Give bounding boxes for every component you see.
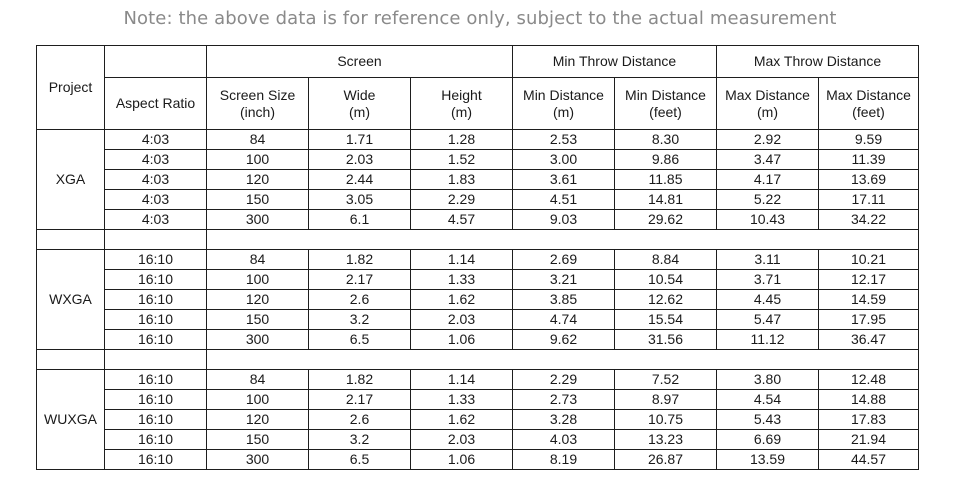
table-body	[37, 46, 919, 470]
min-distance-m-cell: 2.73	[513, 390, 615, 410]
screen-size-header-line2: (inch)	[239, 103, 275, 120]
table-row	[37, 190, 919, 210]
min-throw-header: Min Throw Distance	[513, 46, 717, 78]
wide-cell: 6.1	[309, 210, 411, 230]
aspect-ratio-cell: 16:10	[105, 290, 207, 310]
wide-cell: 3.2	[309, 310, 411, 330]
min-distance-ft-header-line2: (feet)	[649, 103, 682, 120]
reference-note: Note: the above data is for reference only, subject to the actual measurement	[123, 8, 837, 29]
table-row	[37, 370, 919, 390]
max-distance-ft-cell: 10.21	[819, 250, 919, 270]
max-distance-m-cell: 5.47	[717, 310, 819, 330]
min-distance-m-cell: 3.61	[513, 170, 615, 190]
screen-size-cell: 120	[207, 290, 309, 310]
spacer-row	[37, 350, 919, 370]
table-row	[37, 430, 919, 450]
table-row	[37, 450, 919, 470]
wide-cell: 6.5	[309, 330, 411, 350]
min-distance-ft-cell: 31.56	[615, 330, 717, 350]
min-distance-ft-cell: 8.84	[615, 250, 717, 270]
min-distance-m-cell: 3.21	[513, 270, 615, 290]
aspect-ratio-cell: 16:10	[105, 310, 207, 330]
max-distance-ft-header-line1: Max Distance	[826, 86, 911, 103]
screen-size-cell: 100	[207, 270, 309, 290]
height-header-line2: (m)	[451, 103, 472, 120]
height-cell: 1.14	[411, 370, 513, 390]
max-distance-ft-cell: 21.94	[819, 430, 919, 450]
min-distance-m-header-line1: Min Distance	[523, 86, 604, 103]
max-distance-m-cell: 2.92	[717, 130, 819, 150]
wide-cell: 3.05	[309, 190, 411, 210]
spacer-cell	[37, 230, 105, 250]
screen-size-header-line1: Screen Size	[219, 86, 296, 103]
wide-cell: 1.82	[309, 370, 411, 390]
max-distance-m-cell: 4.17	[717, 170, 819, 190]
height-cell: 1.52	[411, 150, 513, 170]
screen-size-cell: 100	[207, 150, 309, 170]
wide-cell: 2.6	[309, 290, 411, 310]
height-cell: 1.62	[411, 410, 513, 430]
spacer-cell	[207, 350, 919, 370]
max-distance-m-cell: 11.12	[717, 330, 819, 350]
wide-cell: 6.5	[309, 450, 411, 470]
height-header-line1: Height	[441, 86, 482, 103]
screen-header: Screen	[207, 46, 513, 78]
project-name: WUXGA	[37, 370, 105, 470]
table-row	[37, 390, 919, 410]
aspect-ratio-cell: 16:10	[105, 410, 207, 430]
min-distance-ft-cell: 26.87	[615, 450, 717, 470]
screen-size-cell: 84	[207, 370, 309, 390]
max-distance-m-cell: 3.71	[717, 270, 819, 290]
min-distance-m-cell: 9.03	[513, 210, 615, 230]
max-distance-ft-cell: 12.48	[819, 370, 919, 390]
height-cell: 4.57	[411, 210, 513, 230]
min-distance-m-cell: 4.03	[513, 430, 615, 450]
min-distance-m-cell: 4.51	[513, 190, 615, 210]
wide-cell: 2.44	[309, 170, 411, 190]
min-distance-m-cell: 3.85	[513, 290, 615, 310]
max-distance-m-header-line2: (m)	[757, 103, 778, 120]
table-row	[37, 310, 919, 330]
aspect-ratio-cell: 4:03	[105, 130, 207, 150]
table-row	[37, 150, 919, 170]
spacer-cell	[37, 350, 105, 370]
max-distance-m-header	[717, 78, 819, 130]
wide-cell: 2.17	[309, 390, 411, 410]
max-distance-m-cell: 13.59	[717, 450, 819, 470]
spacer-cell	[207, 230, 919, 250]
height-cell: 1.14	[411, 250, 513, 270]
max-distance-ft-cell: 17.83	[819, 410, 919, 430]
max-distance-ft-cell: 17.11	[819, 190, 919, 210]
min-distance-ft-cell: 29.62	[615, 210, 717, 230]
height-cell: 2.29	[411, 190, 513, 210]
aspect-ratio-cell: 4:03	[105, 190, 207, 210]
min-distance-ft-cell: 14.81	[615, 190, 717, 210]
height-cell: 1.33	[411, 270, 513, 290]
min-distance-ft-cell: 9.86	[615, 150, 717, 170]
min-distance-ft-cell: 10.54	[615, 270, 717, 290]
min-distance-ft-cell: 8.30	[615, 130, 717, 150]
height-cell: 1.83	[411, 170, 513, 190]
max-distance-m-cell: 4.54	[717, 390, 819, 410]
min-distance-m-cell: 8.19	[513, 450, 615, 470]
project-name: WXGA	[37, 250, 105, 350]
wide-header-line1: Wide	[343, 86, 376, 103]
max-distance-m-cell: 10.43	[717, 210, 819, 230]
min-distance-m-cell: 3.28	[513, 410, 615, 430]
height-cell: 1.06	[411, 330, 513, 350]
max-distance-m-cell: 3.80	[717, 370, 819, 390]
wide-cell: 2.17	[309, 270, 411, 290]
min-distance-m-header	[513, 78, 615, 130]
height-cell: 2.03	[411, 430, 513, 450]
screen-size-cell: 300	[207, 330, 309, 350]
table-row	[37, 130, 919, 150]
aspect-ratio-cell: 16:10	[105, 270, 207, 290]
wide-cell: 2.6	[309, 410, 411, 430]
aspect-ratio-cell: 16:10	[105, 450, 207, 470]
screen-size-header	[207, 78, 309, 130]
aspect-ratio-cell: 16:10	[105, 390, 207, 410]
min-distance-m-cell: 4.74	[513, 310, 615, 330]
screen-size-cell: 150	[207, 310, 309, 330]
min-distance-ft-cell: 11.85	[615, 170, 717, 190]
throw-distance-table	[36, 45, 919, 470]
height-cell: 2.03	[411, 310, 513, 330]
max-distance-ft-cell: 14.88	[819, 390, 919, 410]
max-distance-ft-cell: 11.39	[819, 150, 919, 170]
wide-cell: 1.71	[309, 130, 411, 150]
max-distance-ft-cell: 44.57	[819, 450, 919, 470]
wide-header-line2: (m)	[349, 103, 370, 120]
min-distance-m-cell: 9.62	[513, 330, 615, 350]
header-blank	[105, 46, 207, 78]
table-row	[37, 250, 919, 270]
aspect-ratio-cell: 4:03	[105, 210, 207, 230]
min-distance-m-cell: 3.00	[513, 150, 615, 170]
min-distance-ft-header	[615, 78, 717, 130]
min-distance-ft-cell: 8.97	[615, 390, 717, 410]
wide-header	[309, 78, 411, 130]
screen-size-cell: 100	[207, 390, 309, 410]
screen-size-cell: 84	[207, 250, 309, 270]
spacer-cell	[105, 230, 207, 250]
height-cell: 1.06	[411, 450, 513, 470]
screen-size-cell: 84	[207, 130, 309, 150]
aspect-ratio-header: Aspect Ratio	[105, 78, 207, 130]
min-distance-ft-cell: 12.62	[615, 290, 717, 310]
max-throw-header: Max Throw Distance	[717, 46, 919, 78]
max-distance-m-cell: 6.69	[717, 430, 819, 450]
height-cell: 1.33	[411, 390, 513, 410]
min-distance-ft-cell: 7.52	[615, 370, 717, 390]
screen-size-cell: 150	[207, 430, 309, 450]
min-distance-ft-cell: 10.75	[615, 410, 717, 430]
table-row	[37, 330, 919, 350]
min-distance-m-cell: 2.29	[513, 370, 615, 390]
aspect-ratio-cell: 16:10	[105, 370, 207, 390]
max-distance-ft-cell: 9.59	[819, 130, 919, 150]
screen-size-cell: 120	[207, 170, 309, 190]
wide-cell: 1.82	[309, 250, 411, 270]
wide-cell: 2.03	[309, 150, 411, 170]
aspect-ratio-cell: 16:10	[105, 250, 207, 270]
project-name: XGA	[37, 130, 105, 230]
max-distance-ft-cell: 13.69	[819, 170, 919, 190]
min-distance-ft-cell: 13.23	[615, 430, 717, 450]
max-distance-ft-cell: 12.17	[819, 270, 919, 290]
screen-size-cell: 300	[207, 450, 309, 470]
table-row	[37, 410, 919, 430]
wide-cell: 3.2	[309, 430, 411, 450]
aspect-ratio-cell: 4:03	[105, 150, 207, 170]
screen-size-cell: 300	[207, 210, 309, 230]
screen-size-cell: 150	[207, 190, 309, 210]
header-row-sub	[37, 78, 919, 130]
height-header	[411, 78, 513, 130]
min-distance-ft-header-line1: Min Distance	[625, 86, 706, 103]
max-distance-ft-cell: 36.47	[819, 330, 919, 350]
table-row	[37, 290, 919, 310]
max-distance-ft-cell: 17.95	[819, 310, 919, 330]
table-row	[37, 270, 919, 290]
height-cell: 1.28	[411, 130, 513, 150]
spacer-row	[37, 230, 919, 250]
aspect-ratio-cell: 16:10	[105, 430, 207, 450]
min-distance-ft-cell: 15.54	[615, 310, 717, 330]
height-cell: 1.62	[411, 290, 513, 310]
table-row	[37, 170, 919, 190]
max-distance-ft-cell: 34.22	[819, 210, 919, 230]
max-distance-m-cell: 5.22	[717, 190, 819, 210]
aspect-ratio-cell: 16:10	[105, 330, 207, 350]
header-row-top	[37, 46, 919, 78]
screen-size-cell: 120	[207, 410, 309, 430]
min-distance-m-cell: 2.53	[513, 130, 615, 150]
aspect-ratio-cell: 4:03	[105, 170, 207, 190]
max-distance-m-cell: 3.11	[717, 250, 819, 270]
max-distance-m-header-line1: Max Distance	[725, 86, 810, 103]
max-distance-m-cell: 3.47	[717, 150, 819, 170]
min-distance-m-cell: 2.69	[513, 250, 615, 270]
max-distance-ft-header-line2: (feet)	[852, 103, 885, 120]
max-distance-ft-header	[819, 78, 919, 130]
table-row	[37, 210, 919, 230]
max-distance-m-cell: 5.43	[717, 410, 819, 430]
project-header: Project	[37, 46, 105, 130]
spacer-cell	[105, 350, 207, 370]
max-distance-m-cell: 4.45	[717, 290, 819, 310]
max-distance-ft-cell: 14.59	[819, 290, 919, 310]
min-distance-m-header-line2: (m)	[553, 103, 574, 120]
